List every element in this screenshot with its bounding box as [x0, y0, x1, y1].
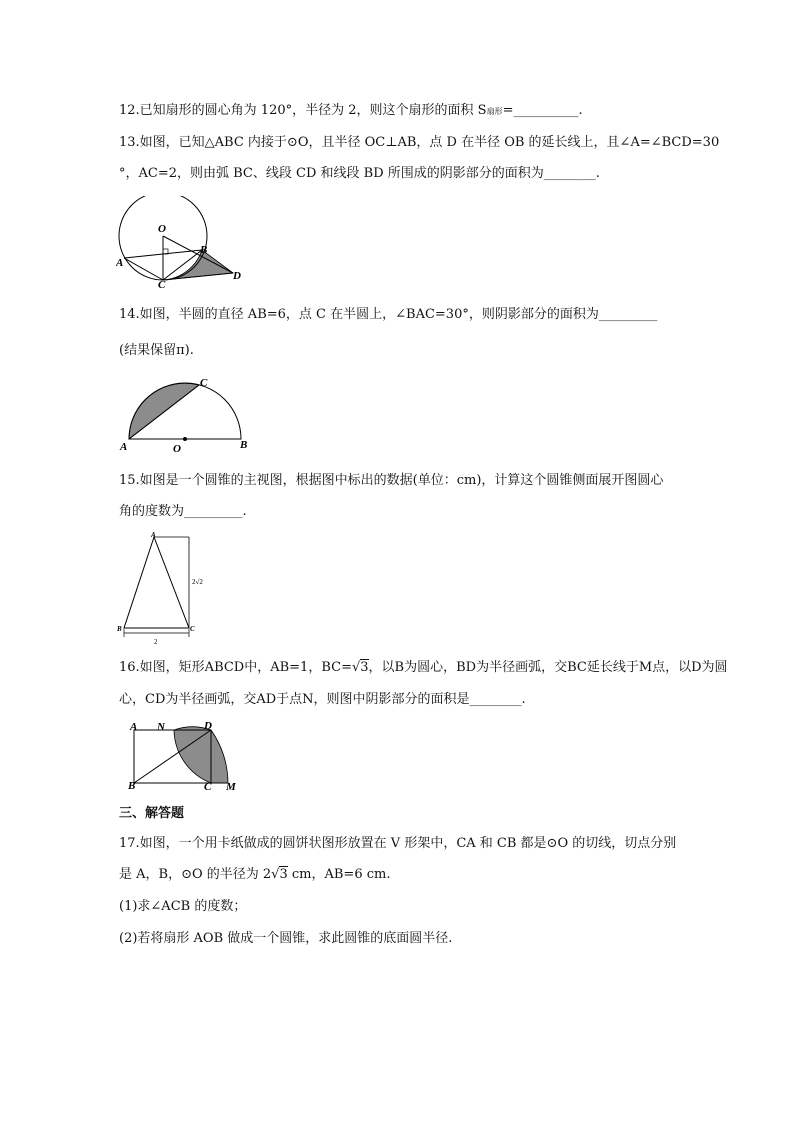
q13-figure — [116, 196, 256, 288]
q14-label-O: O — [173, 443, 181, 454]
q14-label-C: C — [200, 377, 208, 389]
q13-label-O: O — [158, 223, 166, 235]
question-16-line-1 — [119, 660, 728, 676]
question-17-part-2: (2)若将扇形 AOB 做成一个圆锥，求此圆锥的底面圆半径. — [119, 931, 453, 946]
q16-sqrt: √3 — [351, 660, 369, 675]
question-14-line-2: (结果保留π). — [119, 343, 194, 358]
q14-figure — [116, 374, 256, 454]
question-15-line-2: 角的度数为_________. — [119, 504, 247, 519]
q17-text-b: cm，AB=6 cm. — [287, 867, 391, 882]
question-14-line-1: 14.如图，半圆的直径 AB=6，点 C 在半圆上，∠BAC=30°，则阴影部分的面积为_________ — [119, 307, 658, 322]
q16-label-A: A — [130, 721, 138, 733]
q16-text-a: 16.如图，矩形ABCD中，AB=1，BC= — [119, 660, 352, 675]
q16-label-C: C — [204, 781, 212, 791]
q17-sqrt: √3 — [271, 867, 288, 882]
section-heading: 三、解答题 — [119, 806, 185, 821]
q13-label-C: C — [158, 279, 166, 288]
q16-text-b: ，以B为圆心，BD为半径画弧，交BC延长线于M点，以D为圆 — [368, 660, 728, 675]
q12-text-b: =__________. — [502, 103, 583, 118]
question-16-line-2: 心，CD为半径画弧，交AD于点N，则图中阴影部分的面积是________. — [119, 692, 526, 707]
q14-label-B: B — [240, 439, 248, 451]
question-17-line-2 — [119, 867, 390, 883]
q12-text-a: 12.已知扇形的圆心角为 120°，半径为 2，则这个扇形的面积 S — [119, 103, 487, 118]
q13-label-D: D — [233, 270, 241, 282]
q16-label-B: B — [128, 780, 136, 791]
question-12 — [119, 103, 583, 120]
q12-subscript: 扇形 — [486, 107, 503, 116]
q15-triangle — [124, 537, 189, 628]
q15-figure — [116, 530, 216, 645]
question-13-line-2: °，AC=2，则由弧 BC、线段 CD 和线段 BD 所围成的阴影部分的面积为________. — [119, 166, 600, 181]
q14-label-A: A — [120, 441, 128, 453]
question-17-line-1: 17.如图，一个用卡纸做成的圆饼状图形放置在 V 形架中，CA 和 CB 都是⊙O 的切线，切点分别 — [119, 836, 677, 851]
q16-label-D: D — [204, 721, 212, 732]
q15-label-B: B — [117, 625, 122, 633]
q17-text-a: 是 A，B，⊙O 的半径为 2 — [119, 867, 272, 882]
q15-label-C: C — [190, 625, 195, 633]
question-13-line-1: 13.如图，已知△ABC 内接于⊙O，且半径 OC⊥AB，点 D 在半径 OB 的延长线上，且∠A=∠BCD=30 — [119, 135, 720, 150]
q16-shaded-region — [174, 727, 228, 783]
q16-figure — [124, 721, 244, 791]
q15-label-base: 2 — [154, 638, 158, 645]
question-15-line-1: 15.如图是一个圆锥的主视图，根据图中标出的数据(单位：cm)，计算这个圆锥侧面展开图圆心 — [119, 473, 664, 488]
q13-label-B: B — [200, 244, 208, 256]
q15-label-height: 2√2 — [192, 578, 203, 586]
q15-label-A: A — [151, 531, 156, 539]
question-17-part-1: (1)求∠ACB 的度数； — [119, 899, 247, 914]
q16-label-M: M — [226, 781, 236, 791]
q13-label-A: A — [116, 257, 124, 269]
q16-label-N: N — [157, 721, 165, 733]
